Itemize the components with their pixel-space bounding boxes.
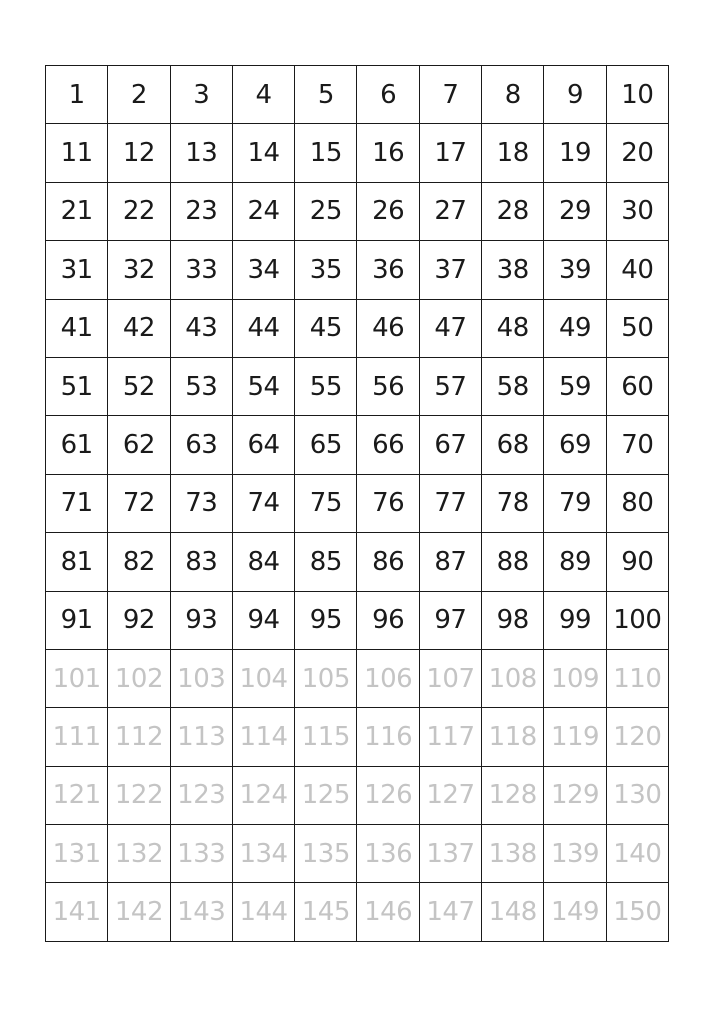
faded-number-cell: 140 xyxy=(606,825,668,883)
number-cell: 29 xyxy=(544,182,606,240)
number-cell: 76 xyxy=(357,474,419,532)
number-cell: 8 xyxy=(482,66,544,124)
faded-number-cell: 146 xyxy=(357,883,419,942)
faded-number-cell: 121 xyxy=(46,766,108,824)
number-cell: 33 xyxy=(170,241,232,299)
faded-number-cell: 108 xyxy=(482,649,544,707)
faded-number-cell: 105 xyxy=(295,649,357,707)
number-cell: 34 xyxy=(232,241,294,299)
number-cell: 48 xyxy=(482,299,544,357)
faded-number-cell: 103 xyxy=(170,649,232,707)
grid-row xyxy=(46,649,669,707)
number-cell: 44 xyxy=(232,299,294,357)
number-cell: 69 xyxy=(544,416,606,474)
faded-number-cell: 120 xyxy=(606,708,668,766)
number-cell: 47 xyxy=(419,299,481,357)
grid-row xyxy=(46,591,669,649)
number-cell: 10 xyxy=(606,66,668,124)
number-cell: 36 xyxy=(357,241,419,299)
faded-number-cell: 139 xyxy=(544,825,606,883)
number-cell: 74 xyxy=(232,474,294,532)
number-cell: 39 xyxy=(544,241,606,299)
number-cell: 52 xyxy=(108,357,170,415)
number-cell: 45 xyxy=(295,299,357,357)
number-cell: 30 xyxy=(606,182,668,240)
number-cell: 12 xyxy=(108,124,170,182)
number-cell: 70 xyxy=(606,416,668,474)
number-cell: 21 xyxy=(46,182,108,240)
faded-number-cell: 113 xyxy=(170,708,232,766)
grid-row xyxy=(46,825,669,883)
number-cell: 73 xyxy=(170,474,232,532)
number-cell: 64 xyxy=(232,416,294,474)
faded-number-cell: 147 xyxy=(419,883,481,942)
faded-number-cell: 143 xyxy=(170,883,232,942)
number-cell: 66 xyxy=(357,416,419,474)
number-cell: 60 xyxy=(606,357,668,415)
number-cell: 98 xyxy=(482,591,544,649)
number-cell: 53 xyxy=(170,357,232,415)
number-cell: 99 xyxy=(544,591,606,649)
number-cell: 88 xyxy=(482,533,544,591)
faded-number-cell: 118 xyxy=(482,708,544,766)
number-cell: 62 xyxy=(108,416,170,474)
faded-number-cell: 134 xyxy=(232,825,294,883)
number-cell: 79 xyxy=(544,474,606,532)
faded-number-cell: 130 xyxy=(606,766,668,824)
number-cell: 93 xyxy=(170,591,232,649)
faded-number-cell: 144 xyxy=(232,883,294,942)
number-cell: 31 xyxy=(46,241,108,299)
faded-number-cell: 104 xyxy=(232,649,294,707)
grid-row xyxy=(46,241,669,299)
faded-number-cell: 128 xyxy=(482,766,544,824)
number-cell: 84 xyxy=(232,533,294,591)
grid-body xyxy=(46,66,669,942)
number-cell: 75 xyxy=(295,474,357,532)
faded-number-cell: 117 xyxy=(419,708,481,766)
number-cell: 35 xyxy=(295,241,357,299)
number-cell: 7 xyxy=(419,66,481,124)
number-cell: 32 xyxy=(108,241,170,299)
grid-row xyxy=(46,182,669,240)
number-cell: 5 xyxy=(295,66,357,124)
grid-row xyxy=(46,416,669,474)
faded-number-cell: 138 xyxy=(482,825,544,883)
number-cell: 91 xyxy=(46,591,108,649)
number-cell: 16 xyxy=(357,124,419,182)
number-cell: 86 xyxy=(357,533,419,591)
number-cell: 77 xyxy=(419,474,481,532)
faded-number-cell: 101 xyxy=(46,649,108,707)
faded-number-cell: 124 xyxy=(232,766,294,824)
number-cell: 57 xyxy=(419,357,481,415)
number-cell: 87 xyxy=(419,533,481,591)
number-cell: 19 xyxy=(544,124,606,182)
faded-number-cell: 114 xyxy=(232,708,294,766)
number-cell: 2 xyxy=(108,66,170,124)
grid-row xyxy=(46,883,669,942)
number-cell: 26 xyxy=(357,182,419,240)
number-cell: 100 xyxy=(606,591,668,649)
faded-number-cell: 110 xyxy=(606,649,668,707)
faded-number-cell: 135 xyxy=(295,825,357,883)
number-cell: 59 xyxy=(544,357,606,415)
faded-number-cell: 129 xyxy=(544,766,606,824)
grid-row xyxy=(46,124,669,182)
faded-number-cell: 133 xyxy=(170,825,232,883)
grid-row xyxy=(46,66,669,124)
faded-number-cell: 112 xyxy=(108,708,170,766)
grid-row xyxy=(46,474,669,532)
number-cell: 28 xyxy=(482,182,544,240)
number-cell: 46 xyxy=(357,299,419,357)
number-cell: 67 xyxy=(419,416,481,474)
faded-number-cell: 122 xyxy=(108,766,170,824)
grid-row xyxy=(46,357,669,415)
faded-number-cell: 116 xyxy=(357,708,419,766)
number-cell: 13 xyxy=(170,124,232,182)
grid-row xyxy=(46,766,669,824)
number-cell: 58 xyxy=(482,357,544,415)
faded-number-cell: 126 xyxy=(357,766,419,824)
faded-number-cell: 111 xyxy=(46,708,108,766)
number-cell: 72 xyxy=(108,474,170,532)
faded-number-cell: 149 xyxy=(544,883,606,942)
number-cell: 22 xyxy=(108,182,170,240)
number-cell: 95 xyxy=(295,591,357,649)
faded-number-cell: 119 xyxy=(544,708,606,766)
number-grid xyxy=(45,65,669,942)
faded-number-cell: 132 xyxy=(108,825,170,883)
grid-row xyxy=(46,299,669,357)
number-cell: 68 xyxy=(482,416,544,474)
number-cell: 1 xyxy=(46,66,108,124)
number-cell: 92 xyxy=(108,591,170,649)
number-cell: 18 xyxy=(482,124,544,182)
faded-number-cell: 127 xyxy=(419,766,481,824)
number-cell: 24 xyxy=(232,182,294,240)
number-cell: 65 xyxy=(295,416,357,474)
faded-number-cell: 115 xyxy=(295,708,357,766)
number-cell: 9 xyxy=(544,66,606,124)
number-cell: 81 xyxy=(46,533,108,591)
number-cell: 15 xyxy=(295,124,357,182)
faded-number-cell: 142 xyxy=(108,883,170,942)
number-cell: 37 xyxy=(419,241,481,299)
number-cell: 63 xyxy=(170,416,232,474)
number-cell: 97 xyxy=(419,591,481,649)
number-cell: 4 xyxy=(232,66,294,124)
number-cell: 6 xyxy=(357,66,419,124)
number-cell: 25 xyxy=(295,182,357,240)
faded-number-cell: 109 xyxy=(544,649,606,707)
number-cell: 42 xyxy=(108,299,170,357)
grid-row xyxy=(46,708,669,766)
faded-number-cell: 148 xyxy=(482,883,544,942)
number-cell: 94 xyxy=(232,591,294,649)
faded-number-cell: 141 xyxy=(46,883,108,942)
faded-number-cell: 145 xyxy=(295,883,357,942)
faded-number-cell: 123 xyxy=(170,766,232,824)
number-cell: 80 xyxy=(606,474,668,532)
number-cell: 89 xyxy=(544,533,606,591)
number-cell: 27 xyxy=(419,182,481,240)
number-cell: 20 xyxy=(606,124,668,182)
number-cell: 41 xyxy=(46,299,108,357)
faded-number-cell: 150 xyxy=(606,883,668,942)
faded-number-cell: 107 xyxy=(419,649,481,707)
number-cell: 51 xyxy=(46,357,108,415)
faded-number-cell: 131 xyxy=(46,825,108,883)
faded-number-cell: 125 xyxy=(295,766,357,824)
number-cell: 90 xyxy=(606,533,668,591)
number-cell: 61 xyxy=(46,416,108,474)
number-cell: 50 xyxy=(606,299,668,357)
number-cell: 71 xyxy=(46,474,108,532)
number-cell: 55 xyxy=(295,357,357,415)
number-cell: 83 xyxy=(170,533,232,591)
number-cell: 43 xyxy=(170,299,232,357)
faded-number-cell: 136 xyxy=(357,825,419,883)
faded-number-cell: 102 xyxy=(108,649,170,707)
number-cell: 40 xyxy=(606,241,668,299)
number-cell: 11 xyxy=(46,124,108,182)
number-cell: 14 xyxy=(232,124,294,182)
number-cell: 54 xyxy=(232,357,294,415)
number-cell: 85 xyxy=(295,533,357,591)
number-cell: 3 xyxy=(170,66,232,124)
number-cell: 17 xyxy=(419,124,481,182)
number-cell: 96 xyxy=(357,591,419,649)
number-cell: 78 xyxy=(482,474,544,532)
faded-number-cell: 137 xyxy=(419,825,481,883)
faded-number-cell: 106 xyxy=(357,649,419,707)
grid-row xyxy=(46,533,669,591)
number-cell: 49 xyxy=(544,299,606,357)
number-cell: 82 xyxy=(108,533,170,591)
number-cell: 56 xyxy=(357,357,419,415)
number-cell: 38 xyxy=(482,241,544,299)
number-cell: 23 xyxy=(170,182,232,240)
